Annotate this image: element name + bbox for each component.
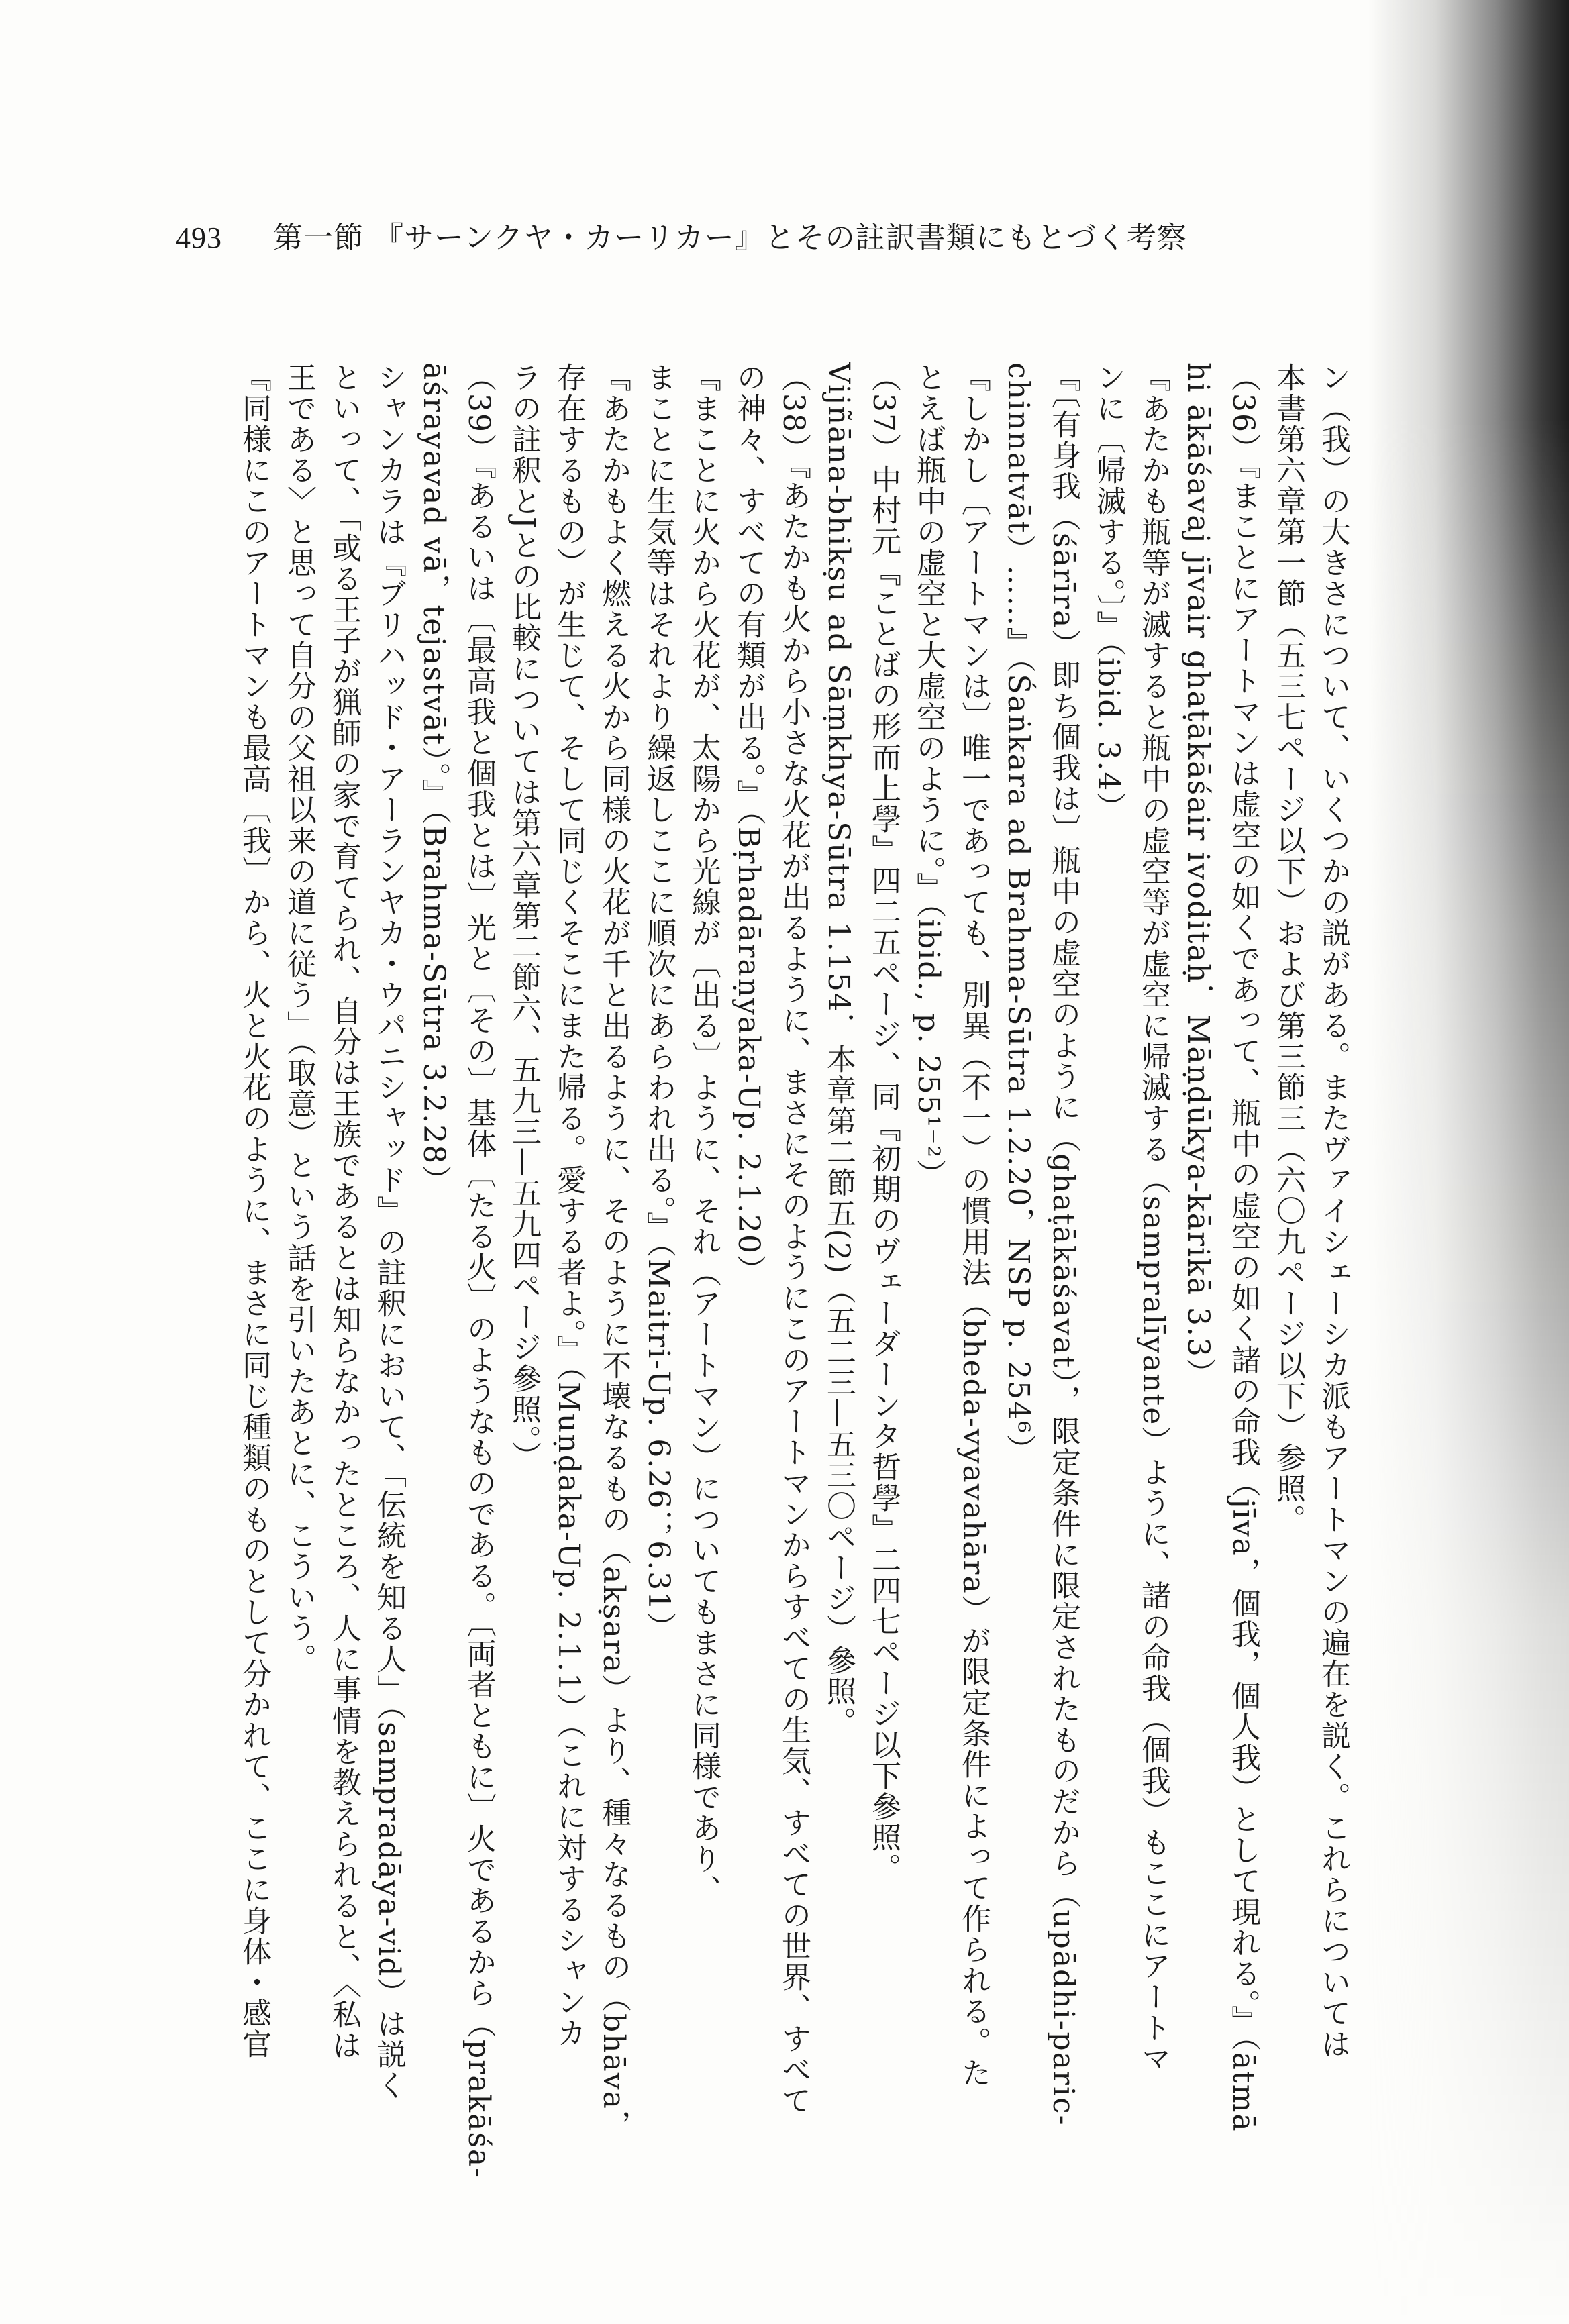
text-line: （37）中村元『ことばの形而上學』四二五ページ、同『初期のヴェーダーンタ哲學』二四七ページ以下參照。 [866, 362, 901, 1884]
text-line: 本書第六章第一節（五三七ページ以下）および第三節三（六〇九ページ以下）参照。 [1271, 362, 1305, 1535]
text-line: ンに〔帰滅する。〕』（ibid. 3.4） [1091, 362, 1125, 823]
text-line: 『あたかも瓶等が滅すると瓶中の虚空等が虚空に帰滅する（sampralīyante）ように、諸の命我（個我）もここにアートマ [1136, 362, 1170, 2074]
text-line: （39）『あるいは〔最高我と個我とは〕光と〔その〕基体〔たる火〕のようなものである。〔両者ともに〕火であるから（prakāśa- [462, 362, 496, 2179]
text-line: （38）『あたかも火から小さな火花が出るように、まさにそのようにこのアートマンからすべての生気、すべての世界、すべて [776, 362, 811, 2116]
running-header [176, 213, 1424, 267]
vertical-text-body [237, 362, 1356, 2179]
text-line: Vijñāna-bhikṣu ad Sāṃkhya-Sūtra 1.154．本章第二節五(2)（五二三—五三〇ページ）參照。 [821, 362, 856, 1738]
text-line: 存在するもの）が生じて、そして同じくそこにまた帰る。愛する者よ。』（Muṇḍaka-Up. 2.1.1）（これに対するシャンカ [552, 362, 586, 2049]
text-line: まことに生気等はそれより繰返しここに順次にあらわれ出る。』（Maitri-Up. 6.26；6.31） [642, 362, 676, 1643]
text-line: 『まことに火から火花が、太陽から光線が〔出る〕ように、それ（アートマン）についてもまさに同様であり、 [687, 362, 721, 1905]
text-line: の神々、すべての有類が出る。』（Bṛhadāraṇyaka-Up. 2.1.20） [731, 362, 766, 1285]
text-line: 王である〉と思って自分の父祖以来の道に従う」（取意）という話を引いたあとに、こういう。 [282, 362, 316, 1675]
text-line: シャンカラは『ブリハッド・アーランヤカ・ウパニシャッド』の註釈において、「伝統を知る人」（sampradāya-vid）は説く [372, 362, 406, 2101]
scanner-shadow [1368, 0, 1569, 2324]
text-line: ラの註釈とJとの比較については第六章第二節六、五九三—五九四ページ參照。） [507, 362, 541, 1472]
text-line: 『同様にこのアートマンも最高〔我〕から、火と火花のように、まさに同じ種類のものとして分かれて、ここに身体・感官 [237, 362, 271, 2060]
text-line: chinnatvāt）……』（Śaṅkara ad Brahma-Sūtra 1.2.20，NSP p. 254⁶） [1001, 362, 1035, 1465]
text-line: āśrayavad vā，tejastvāt）。』（Brahma-Sūtra 3.2.28） [417, 362, 451, 1196]
text-line: ン（我）の大きさについて、いくつかの説がある。またヴァイシェーシカ派もアートマンの遍在を説く。これらについては [1316, 362, 1350, 2060]
text-line: 『〔有身我（śārīra）即ち個我は〕瓶中の虚空のように（ghaṭākāśavat），限定条件に限定されたものだから（upādhi-paric- [1046, 362, 1080, 2127]
text-line: とえば瓶中の虚空と大虚空のように。』（ibid., p. 255¹⁻²） [911, 362, 946, 1190]
section-title: 第一節 『サーンクヤ・カーリカー』とその註訳書類にもとづく考察 [273, 221, 1187, 255]
text-line: 『しかし〔アートマンは〕唯一であっても、別異（不一）の慣用法（bheda-vyavahāra）が限定条件によって作られる。た [956, 362, 991, 2089]
text-line: 『あたかもよく燃える火から同様の火花が千と出るように、そのように不壊なるもの（akṣara）より、種々なるもの（bhāva， [597, 362, 631, 2141]
text-line: （36）『まことにアートマンは虚空の如くであって、瓶中の虚空の如く諸の命我（jīva，個我，個人我）として現れる。』（ātmā [1226, 362, 1260, 2133]
text-line: hi ākāśavaj jīvair ghaṭākāśair ivoditaḥ．Māṇḍūkya-kārikā 3.3） [1181, 362, 1215, 1389]
text-line: といって、「或る王子が猟師の家で育てられ、自分は王族であるとは知らなかったところ、人に事情を教えられると、〈私は [327, 362, 361, 2061]
page-number: 493 [176, 221, 222, 254]
